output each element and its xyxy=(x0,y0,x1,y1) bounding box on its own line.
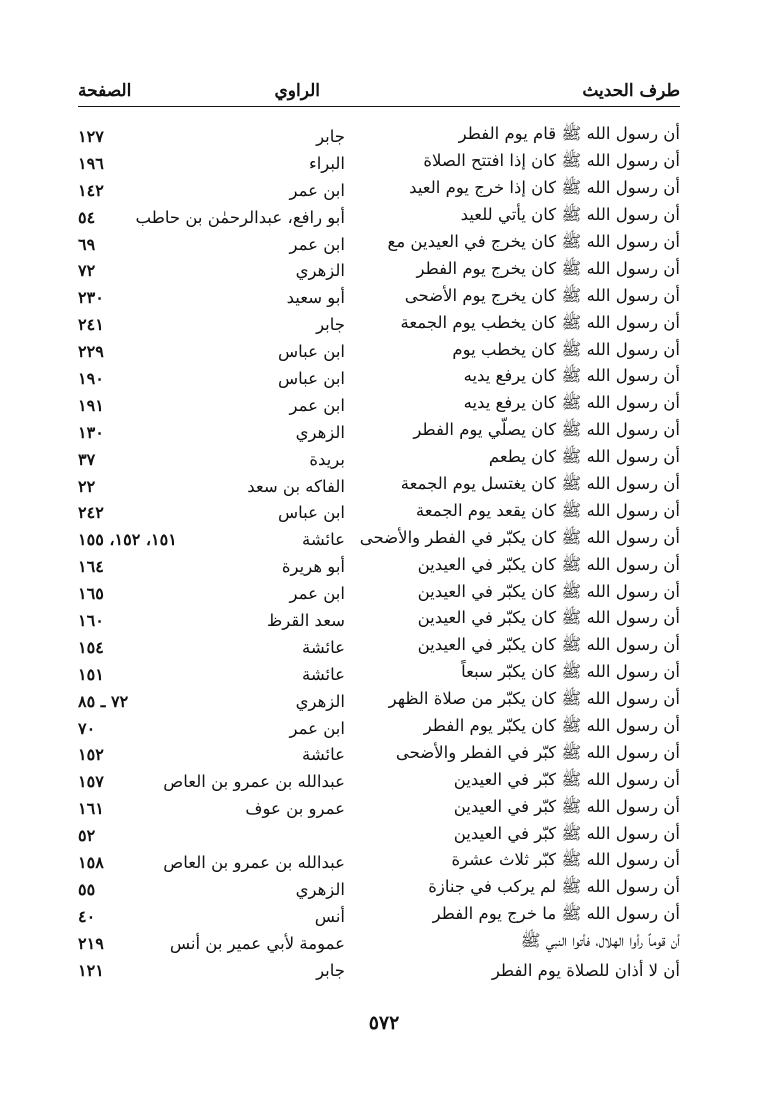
table-row xyxy=(78,741,680,768)
index-table xyxy=(78,76,680,984)
page-cell: ١٩١ xyxy=(78,395,104,415)
hadith-cell: أن رسول الله ﷺ كان يرفع يديه xyxy=(463,393,680,413)
narrator-cell: الزهري xyxy=(295,691,345,711)
narrator-cell: ابن عمر xyxy=(289,395,345,415)
page-cell: ١٩٦ xyxy=(78,153,104,173)
hadith-cell: أن رسول الله ﷺ كان يخطب يوم الجمعة xyxy=(400,312,680,332)
table-row xyxy=(78,957,680,984)
table-row xyxy=(78,338,680,365)
hadith-cell: أن رسول الله ﷺ كبّر في الفطر والأضحى xyxy=(395,742,680,762)
page-cell: ٣٧ xyxy=(78,449,96,469)
narrator-cell: جابر xyxy=(316,315,345,335)
hadith-cell: أن رسول الله ﷺ كان يأتي للعيد xyxy=(460,205,680,225)
table-row xyxy=(78,284,680,311)
table-row xyxy=(78,526,680,553)
hadith-cell: أن رسول الله ﷺ قام يوم الفطر xyxy=(458,124,680,144)
narrator-cell: أنس xyxy=(314,906,345,926)
table-row xyxy=(78,231,680,258)
page-cell: ٧٢ xyxy=(78,261,96,281)
table-row xyxy=(78,661,680,688)
table-body xyxy=(78,123,680,984)
hadith-cell: أن رسول الله ﷺ كبّر ثلاث عشرة xyxy=(451,850,680,870)
narrator-cell: ابن عباس xyxy=(278,503,345,523)
page-cell: ١٢٧ xyxy=(78,126,104,146)
table-row xyxy=(78,930,680,957)
table-row xyxy=(78,688,680,715)
hadith-cell: أن رسول الله ﷺ كان يخرج يوم الفطر xyxy=(416,258,680,278)
table-row xyxy=(78,795,680,822)
table-row xyxy=(78,177,680,204)
header-page: الصفحة xyxy=(78,81,132,101)
narrator-cell: ابن عمر xyxy=(289,234,345,254)
narrator-cell: الزهري xyxy=(295,261,345,281)
narrator-cell: أبو هريرة xyxy=(281,557,345,577)
hadith-cell: أن رسول الله ﷺ كان يكبّر في العيدين xyxy=(417,581,680,601)
hadith-cell: أن رسول الله ﷺ كان يخرج يوم الأضحى xyxy=(404,285,680,305)
hadith-cell: أن رسول الله ﷺ كان يكبّر في العيدين xyxy=(417,608,680,628)
hadith-cell: أن رسول الله ﷺ كان يصلّي يوم الفطر xyxy=(413,420,680,440)
hadith-cell: أن رسول الله ﷺ كان إذا خرج يوم العيد xyxy=(409,178,680,198)
table-row xyxy=(78,849,680,876)
page-cell: ١٥٧ xyxy=(78,772,104,792)
page-cell: ٢١٩ xyxy=(78,933,104,953)
table-row xyxy=(78,903,680,930)
table-row xyxy=(78,876,680,903)
table-row xyxy=(78,553,680,580)
table-row xyxy=(78,580,680,607)
page-cell: ٢٢ xyxy=(78,476,96,496)
narrator-cell: الزهري xyxy=(295,879,345,899)
narrator-cell: سعد القرظ xyxy=(266,610,345,630)
narrator-cell: البراء xyxy=(308,153,345,173)
page-cell: ٧٢ ـ ٨٥ xyxy=(78,691,129,711)
page-cell: ١٥١ xyxy=(78,664,104,684)
page-cell: ٥٥ xyxy=(78,879,96,899)
hadith-cell: أن رسول الله ﷺ كان يكبّر سبعاً xyxy=(461,662,680,682)
page-cell: ١٦٥ xyxy=(78,584,104,604)
page-cell: ٥٤ xyxy=(78,207,96,227)
hadith-cell: أن رسول الله ﷺ كان يكبّر يوم الفطر xyxy=(423,716,680,736)
table-row xyxy=(78,204,680,231)
narrator-cell: عبدالله بن عمرو بن العاص xyxy=(163,852,345,872)
hadith-cell: أن رسول الله ﷺ كان يخرج في العيدين مع xyxy=(387,232,680,251)
page-cell: ٢٣٠ xyxy=(78,288,104,308)
table-row xyxy=(78,715,680,742)
hadith-cell: أن رسول الله ﷺ كان يطعم xyxy=(488,447,680,467)
hadith-cell: أن رسول الله ﷺ كبّر في العيدين xyxy=(453,769,680,789)
page-cell: ١٦١ xyxy=(78,799,104,819)
table-row xyxy=(78,499,680,526)
page-cell: ٧٠ xyxy=(78,718,96,738)
narrator-cell: الفاكه بن سعد xyxy=(247,476,345,496)
page-cell: ٦٩ xyxy=(78,234,96,254)
hadith-cell: أن رسول الله ﷺ كان يكبّر في الفطر والأضحى xyxy=(359,527,680,547)
narrator-cell: عائشة xyxy=(301,664,345,684)
hadith-cell: أن رسول الله ﷺ ما خرج يوم الفطر xyxy=(432,904,680,924)
narrator-cell: ابن عمر xyxy=(289,180,345,200)
narrator-cell: أبو رافع، عبدالرحمٰن بن حاطب xyxy=(135,207,345,227)
table-row xyxy=(78,446,680,473)
narrator-cell: عمومة لأبي عمير بن أنس xyxy=(169,933,345,953)
table-row xyxy=(78,257,680,284)
page-cell: ١٤٢ xyxy=(78,180,104,200)
hadith-cell: أن رسول الله ﷺ كان يقعد يوم الجمعة xyxy=(415,500,680,520)
table-row xyxy=(78,768,680,795)
hadith-cell: أن رسول الله ﷺ كان يخطب يوم xyxy=(452,339,680,359)
page-cell: ١٥١، ١٥٢، ١٥٥ xyxy=(78,530,177,550)
narrator-cell: ابن عمر xyxy=(289,584,345,604)
page-cell: ١٦٠ xyxy=(78,610,104,630)
table-row xyxy=(78,634,680,661)
table-row xyxy=(78,365,680,392)
page-cell: ٢٤١ xyxy=(78,315,104,335)
hadith-cell: أن قوماً رأوا الهلال، فأتوا النبي ﷺ xyxy=(520,931,680,951)
narrator-cell: الزهري xyxy=(295,422,345,442)
page-cell: ١٦٤ xyxy=(78,557,104,577)
page-number: ٥٧٢ xyxy=(368,1012,400,1034)
page-cell: ٢٢٩ xyxy=(78,342,104,362)
page-cell: ١٢١ xyxy=(78,960,104,980)
narrator-cell: عمرو بن عوف xyxy=(245,799,345,819)
table-row xyxy=(78,150,680,177)
table-row xyxy=(78,419,680,446)
hadith-cell: أن رسول الله ﷺ كان إذا افتتح الصلاة xyxy=(423,151,680,171)
page-cell: ٤٠ xyxy=(78,906,96,926)
narrator-cell: أبو سعيد xyxy=(286,288,345,308)
page-cell: ١٥٢ xyxy=(78,745,104,765)
narrator-cell: جابر xyxy=(316,960,345,980)
narrator-cell: جابر xyxy=(316,126,345,146)
hadith-cell: أن رسول الله ﷺ لم يركب في جنازة xyxy=(428,877,680,897)
table-row xyxy=(78,822,680,849)
hadith-cell: أن رسول الله ﷺ كان يكبّر من صلاة الظهر xyxy=(388,689,680,709)
narrator-cell: عائشة xyxy=(301,637,345,657)
table-header xyxy=(78,76,680,107)
header-narrator: الراوي xyxy=(274,81,320,101)
narrator-cell: ابن عباس xyxy=(278,342,345,362)
table-row xyxy=(78,123,680,150)
hadith-cell: أن رسول الله ﷺ كان يرفع يديه xyxy=(463,366,680,386)
table-row xyxy=(78,392,680,419)
hadith-cell: أن رسول الله ﷺ كان يكبّر في العيدين xyxy=(417,635,680,655)
narrator-cell: عائشة xyxy=(301,745,345,765)
narrator-cell: عبدالله بن عمرو بن العاص xyxy=(163,772,345,792)
narrator-cell: ابن عمر xyxy=(289,718,345,738)
narrator-cell: عائشة xyxy=(301,530,345,550)
hadith-cell: أن رسول الله ﷺ كبّر في العيدين xyxy=(453,823,680,843)
page-cell: ١٥٨ xyxy=(78,852,104,872)
table-row xyxy=(78,607,680,634)
hadith-cell: أن رسول الله ﷺ كان يغتسل يوم الجمعة xyxy=(400,474,680,494)
page-cell: ١٥٤ xyxy=(78,637,104,657)
narrator-cell: ابن عباس xyxy=(278,368,345,388)
hadith-cell: أن رسول الله ﷺ كبّر في العيدين xyxy=(453,796,680,816)
page-cell: ١٩٠ xyxy=(78,368,104,388)
hadith-cell: أن لا أذان للصلاة يوم الفطر xyxy=(491,960,680,980)
narrator-cell: بريدة xyxy=(309,449,345,469)
hadith-cell: أن رسول الله ﷺ كان يكبّر في العيدين xyxy=(417,554,680,574)
table-row xyxy=(78,473,680,500)
page-cell: ١٣٠ xyxy=(78,422,104,442)
page-cell: ٢٤٢ xyxy=(78,503,104,523)
table-row xyxy=(78,311,680,338)
header-hadith: طرف الحديث xyxy=(582,81,680,101)
page-cell: ٥٢ xyxy=(78,826,96,846)
